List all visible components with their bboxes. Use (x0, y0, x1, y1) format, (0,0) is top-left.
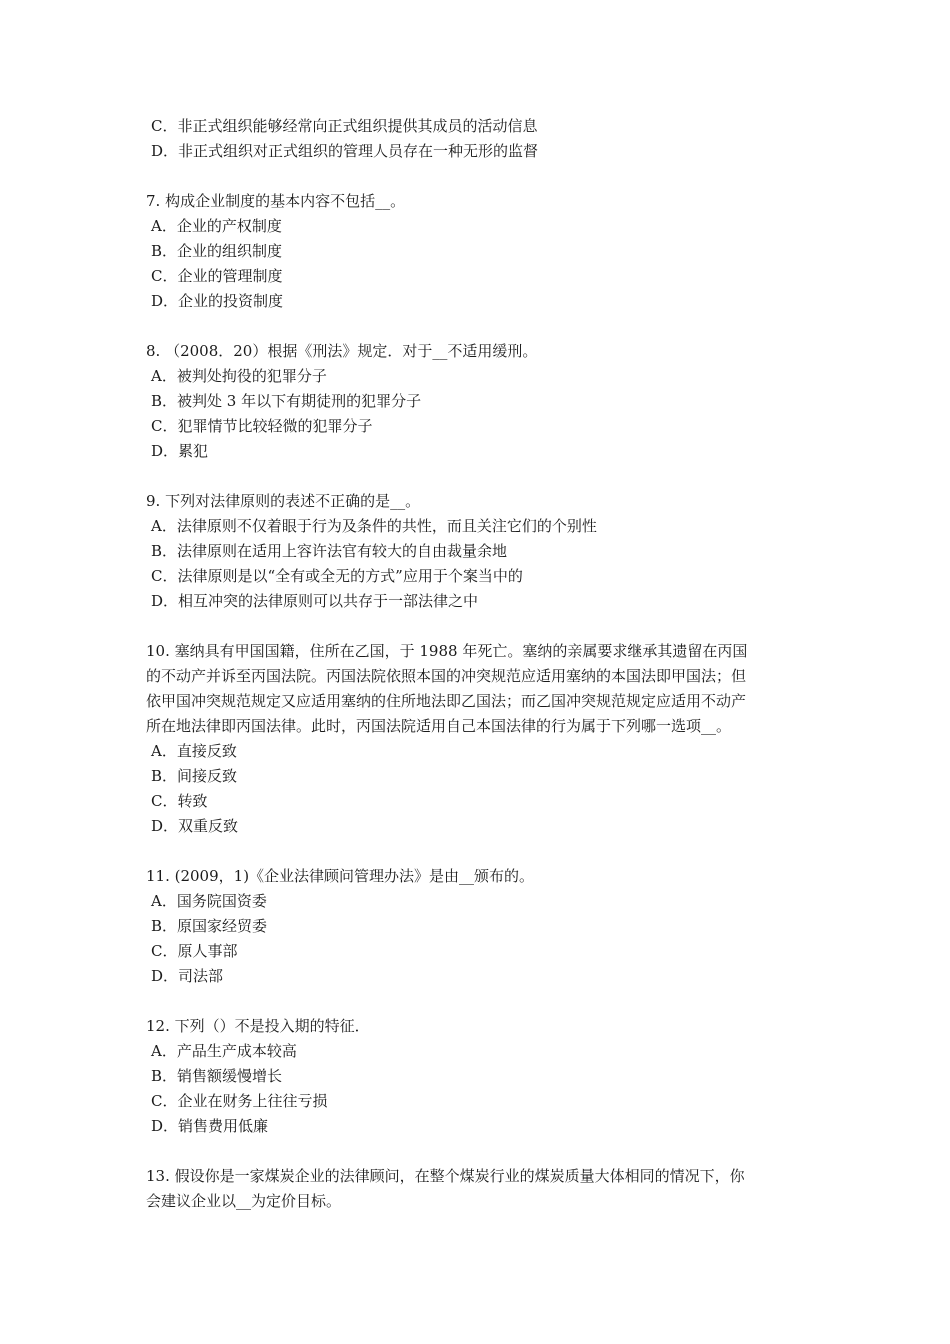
q12-option-b: B．销售额缓慢增长 (151, 1067, 283, 1085)
q10-option-a: A．直接反致 (151, 742, 237, 760)
q12-stem: 12. 下列（）不是投入期的特征． (146, 1017, 370, 1035)
q7-option-a: A．企业的产权制度 (151, 217, 282, 235)
q11-option-a: A．国务院国资委 (151, 892, 267, 910)
q10-stem-line-3: 依甲国冲突规范规定又应适用塞纳的住所地法即乙国法；而乙国冲突规范规定应适用不动产 (146, 692, 747, 710)
q10-stem-line-2: 的不动产并诉至丙国法院。丙国法院依照本国的冲突规范应适用塞纳的本国法即甲国法；但 (146, 667, 747, 685)
spacer (146, 164, 810, 189)
spacer (146, 839, 810, 864)
spacer (146, 314, 810, 339)
q6-option-d: D．非正式组织对正式组织的管理人员存在一种无形的监督 (151, 142, 539, 160)
q9-option-a: A．法律原则不仅着眼于行为及条件的共性，而且关注它们的个别性 (151, 517, 597, 535)
q13-stem-line-1: 13. 假设你是一家煤炭企业的法律顾问，在整个煤炭行业的煤炭质量大体相同的情况下，你 (146, 1167, 745, 1185)
spacer (146, 464, 810, 489)
q8-option-b: B．被判处 3 年以下有期徒刑的犯罪分子 (151, 392, 422, 410)
q7-stem: 7. 构成企业制度的基本内容不包括__。 (146, 192, 406, 210)
q7-option-d: D．企业的投资制度 (151, 292, 284, 310)
q9-stem: 9. 下列对法律原则的表述不正确的是__。 (146, 492, 421, 510)
spacer (146, 614, 810, 639)
q11-stem: 11. (2009，1)《企业法律顾问管理办法》是由__颁布的。 (146, 867, 535, 885)
q13-stem-line-2: 会建议企业以__为定价目标。 (146, 1192, 342, 1210)
q10-option-b: B．间接反致 (151, 767, 238, 785)
q11-option-b: B．原国家经贸委 (151, 917, 268, 935)
q9-option-b: B．法律原则在适用上容许法官有较大的自由裁量余地 (151, 542, 508, 560)
q10-stem-line-4: 所在地法律即丙国法律。此时，丙国法院适用自己本国法律的行为属于下列哪一选项__。 (146, 717, 732, 735)
q9-option-d: D．相互冲突的法律原则可以共存于一部法律之中 (151, 592, 479, 610)
q8-option-a: A．被判处拘役的犯罪分子 (151, 367, 327, 385)
document-page (146, 114, 810, 1214)
q7-option-b: B．企业的组织制度 (151, 242, 283, 260)
q11-option-c: C．原人事部 (151, 942, 238, 960)
q8-stem: 8. （2008．20）根据《刑法》规定．对于__不适用缓刑。 (146, 342, 538, 360)
spacer (146, 1139, 810, 1164)
q8-option-d: D．累犯 (151, 442, 209, 460)
q11-option-d: D．司法部 (151, 967, 224, 985)
q10-stem-line-1: 10. 塞纳具有甲国国籍，住所在乙国，于 1988 年死亡。塞纳的亲属要求继承其遗留在丙国 (146, 642, 748, 660)
spacer (146, 989, 810, 1014)
q12-option-a: A．产品生产成本较高 (151, 1042, 297, 1060)
q10-option-c: C．转致 (151, 792, 208, 810)
q6-option-c: C．非正式组织能够经常向正式组织提供其成员的活动信息 (151, 117, 538, 135)
q12-option-c: C．企业在财务上往往亏损 (151, 1092, 328, 1110)
q8-option-c: C．犯罪情节比较轻微的犯罪分子 (151, 417, 373, 435)
q12-option-d: D．销售费用低廉 (151, 1117, 269, 1135)
q7-option-c: C．企业的管理制度 (151, 267, 283, 285)
q10-option-d: D．双重反致 (151, 817, 239, 835)
q9-option-c: C．法律原则是以“全有或全无的方式”应用于个案当中的 (151, 567, 523, 585)
